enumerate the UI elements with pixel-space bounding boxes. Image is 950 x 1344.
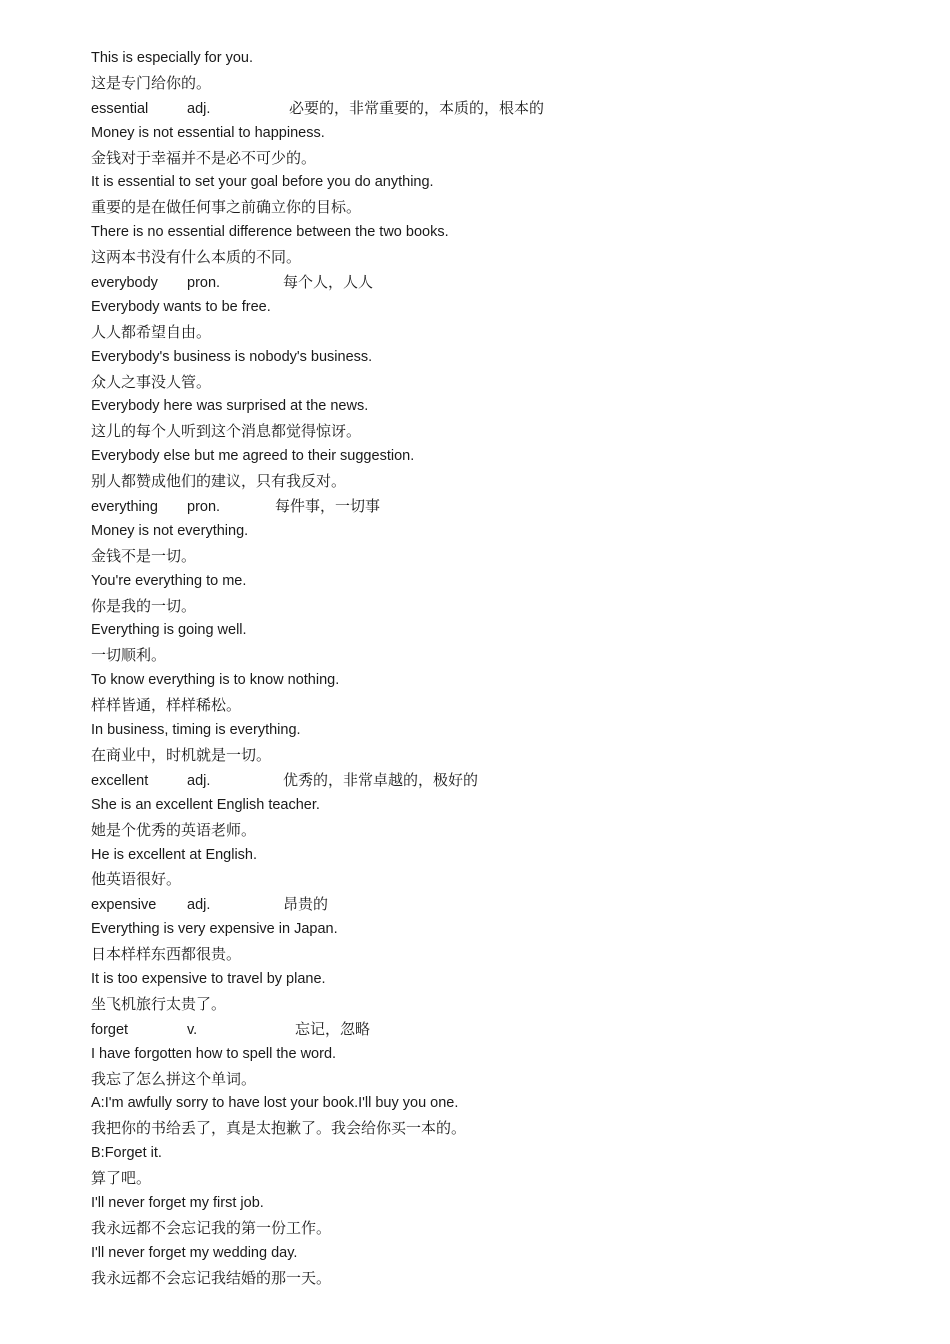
chinese-translation: 你是我的一切。 — [91, 596, 197, 615]
chinese-translation: 一切顺利。 — [91, 646, 167, 665]
chinese-translation: 这儿的每个人听到这个消息都觉得惊讶。 — [91, 422, 362, 441]
vocab-entry-heading — [91, 1017, 911, 1042]
vocab-entry-heading — [91, 494, 911, 519]
chinese-translation: 他英语很好。 — [91, 870, 182, 889]
part-of-speech: adj. — [187, 897, 211, 914]
english-sentence: I have forgotten how to spell the word. — [91, 1045, 337, 1062]
english-sentence: There is no essential difference between the two books. — [91, 224, 449, 241]
english-sentence: Everything is going well. — [91, 622, 247, 639]
english-sentence: Money is not essential to happiness. — [91, 124, 325, 141]
english-sentence: Money is not everything. — [91, 522, 249, 539]
chinese-translation: 在商业中，时机就是一切。 — [91, 745, 272, 764]
english-sentence: B:Forget it. — [91, 1145, 162, 1162]
vocab-word: expensive — [91, 897, 157, 914]
english-sentence: He is excellent at English. — [91, 846, 258, 863]
vocab-word: excellent — [91, 772, 149, 789]
chinese-translation: 这两本书没有什么本质的不同。 — [91, 248, 302, 267]
english-sentence: Everybody's business is nobody's business. — [91, 348, 373, 365]
english-sentence: Everybody here was surprised at the news. — [91, 398, 369, 415]
english-sentence: You're everything to me. — [91, 572, 247, 589]
chinese-translation: 金钱对于幸福并不是必不可少的。 — [91, 148, 317, 167]
part-of-speech: adj. — [187, 772, 211, 789]
chinese-translation: 我永远都不会忘记我的第一份工作。 — [91, 1218, 332, 1237]
part-of-speech: adj. — [187, 100, 211, 117]
definition: 每个人，人人 — [283, 273, 374, 292]
chinese-translation: 金钱不是一切。 — [91, 546, 197, 565]
chinese-translation: 她是个优秀的英语老师。 — [91, 820, 257, 839]
english-sentence: She is an excellent English teacher. — [91, 796, 320, 813]
english-sentence: Everybody wants to be free. — [91, 298, 271, 315]
english-sentence: Everything is very expensive in Japan. — [91, 921, 338, 938]
english-sentence: I'll never forget my wedding day. — [91, 1244, 298, 1261]
chinese-translation: 人人都希望自由。 — [91, 322, 212, 341]
english-sentence: In business, timing is everything. — [91, 722, 301, 739]
chinese-translation: 我永远都不会忘记我结婚的那一天。 — [91, 1268, 332, 1287]
chinese-translation: 我忘了怎么拼这个单词。 — [91, 1069, 257, 1088]
vocab-word: everything — [91, 499, 158, 516]
english-sentence: This is especially for you. — [91, 50, 253, 66]
definition: 必要的，非常重要的，本质的，根本的 — [289, 98, 545, 117]
document-page — [91, 46, 911, 1291]
chinese-translation: 我把你的书给丢了，真是太抱歉了。我会给你买一本的。 — [91, 1119, 467, 1138]
definition: 昂贵的 — [283, 895, 329, 914]
chinese-translation: 别人都赞成他们的建议，只有我反对。 — [91, 472, 347, 491]
part-of-speech: pron. — [187, 275, 221, 292]
vocab-word: forget — [91, 1021, 129, 1038]
vocab-entry-heading — [91, 96, 911, 121]
chinese-translation: 日本样样东西都很贵。 — [91, 945, 242, 964]
chinese-translation: 样样皆通，样样稀松。 — [91, 696, 242, 715]
english-sentence: It is too expensive to travel by plane. — [91, 970, 326, 987]
english-sentence: A:I'm awfully sorry to have lost your book.I'll buy you one. — [91, 1095, 459, 1112]
english-sentence: It is essential to set your goal before you do anything. — [91, 174, 434, 191]
vocab-entry-heading — [91, 270, 911, 295]
english-sentence: I'll never forget my first job. — [91, 1194, 264, 1211]
chinese-translation: 坐飞机旅行太贵了。 — [91, 994, 227, 1013]
vocab-entry-heading — [91, 768, 911, 793]
definition: 每件事，一切事 — [275, 497, 381, 516]
chinese-translation: 众人之事没人管。 — [91, 372, 212, 391]
vocab-word: everybody — [91, 275, 158, 292]
definition: 忘记，忽略 — [295, 1019, 371, 1038]
definition: 优秀的，非常卓越的，极好的 — [283, 770, 479, 789]
chinese-translation: 这是专门给你的。 — [91, 73, 212, 92]
part-of-speech: v. — [187, 1021, 198, 1038]
chinese-translation: 算了吧。 — [91, 1169, 152, 1188]
english-sentence: To know everything is to know nothing. — [91, 672, 340, 689]
vocab-word: essential — [91, 100, 149, 117]
part-of-speech: pron. — [187, 499, 221, 516]
chinese-translation: 重要的是在做任何事之前确立你的目标。 — [91, 198, 362, 217]
english-sentence: Everybody else but me agreed to their suggestion. — [91, 448, 415, 465]
vocab-entry-heading — [91, 892, 911, 917]
